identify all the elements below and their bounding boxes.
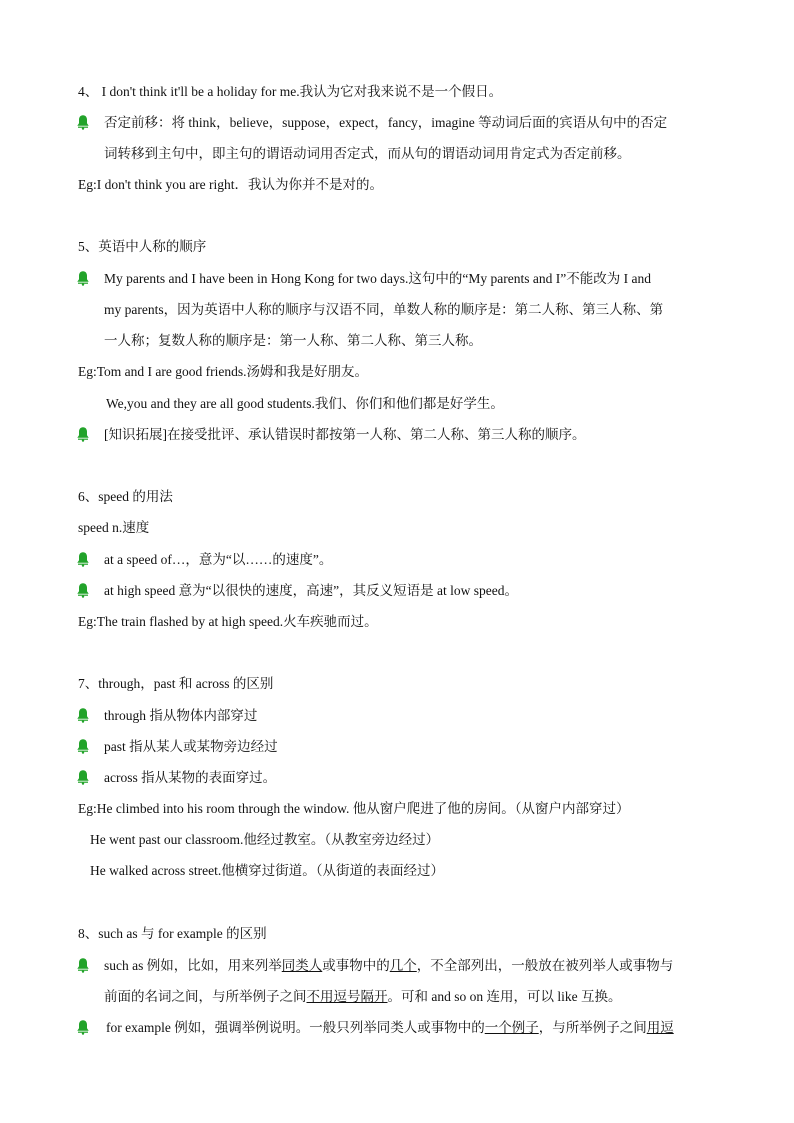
bell-icon [76,957,90,973]
section-6-heading: 6、speed 的用法 [78,489,173,504]
text-line: 前面的名词之间，与所举例子之间不用逗号隔开。可和 and so on 连用，可以 like 互换。 [104,989,622,1004]
section-5-heading: 5、英语中人称的顺序 [78,239,207,254]
text-line: my parents，因为英语中人称的顺序与汉语不同，单数人称的顺序是：第二人称、第三人称、第 [104,302,664,317]
bell-icon [76,738,90,754]
bell-icon [76,582,90,598]
section-8-heading: 8、such as 与 for example 的区别 [78,926,267,941]
section-7-heading: 7、through，past 和 across 的区别 [78,676,274,691]
bell-icon [76,707,90,723]
section-4-heading: 4、 I don't think it'll be a holiday for me.我认为它对我来说不是一个假日。 [78,84,503,99]
text-line: across 指从某物的表面穿过。 [104,770,277,785]
text-line: 一人称；复数人称的顺序是：第一人称、第二人称、第三人称。 [104,333,482,348]
text-line: 词转移到主句中，即主句的谓语动词用否定式，而从句的谓语动词用肯定式为否定前移。 [104,146,631,161]
text-line: My parents and I have been in Hong Kong for two days.这句中的“My parents and I”不能改为 I and [104,271,652,286]
text-line: for example 例如，强调举例说明。一般只列举同类人或事物中的一个例子，与所举例子之间用逗 [106,1020,674,1035]
example-line: He went past our classroom.他经过教室。（从教室旁边经过） [90,832,440,847]
text-line: at high speed 意为“以很快的速度，高速”，其反义短语是 at low speed。 [104,583,518,598]
example-line: Eg:The train flashed by at high speed.火车疾驰而过。 [78,614,378,629]
text-line: such as 例如，比如，用来列举同类人或事物中的几个，不全部列出，一般放在被列举人或事物与 [104,958,674,973]
text-line: past 指从某人或某物旁边经过 [104,739,278,754]
example-line: We,you and they are all good students.我们、你们和他们都是好学生。 [106,396,504,411]
bell-icon [76,551,90,567]
bell-icon [76,426,90,442]
text-line: 否定前移：将 think，believe，suppose，expect，fancy，imagine 等动词后面的宾语从句中的否定 [104,115,668,130]
bell-icon [76,270,90,286]
bell-icon [76,769,90,785]
bell-icon [76,1019,90,1035]
text-line: through 指从物体内部穿过 [104,708,258,723]
example-line: He walked across street.他横穿过街道。（从街道的表面经过） [90,863,444,878]
example-line: Eg:I don't think you are right．我认为你并不是对的。 [78,177,384,192]
text-line: speed n.速度 [78,520,150,535]
bell-icon [76,114,90,130]
example-line: Eg:He climbed into his room through the window. 他从窗户爬进了他的房间。（从窗户内部穿过） [78,801,630,816]
text-line: [知识拓展]在接受批评、承认错误时都按第一人称、第二人称、第三人称的顺序。 [104,427,586,442]
text-line: at a speed of…，意为“以……的速度”。 [104,552,333,567]
example-line: Eg:Tom and I are good friends.汤姆和我是好朋友。 [78,364,369,379]
